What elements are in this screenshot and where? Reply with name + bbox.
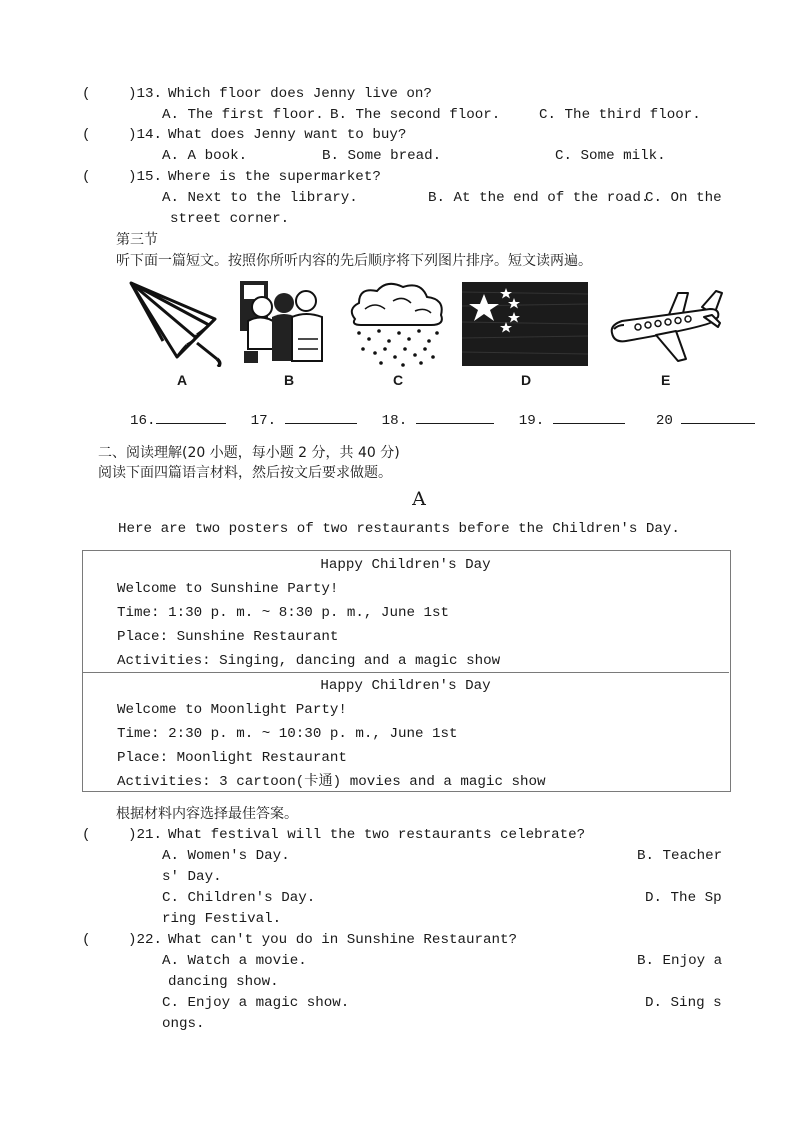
section-title: 第三节 xyxy=(116,232,158,248)
question-number: )13. xyxy=(128,86,163,102)
airplane-icon xyxy=(606,287,724,363)
blank-label-18: 18. xyxy=(381,413,408,429)
option-a[interactable]: A. Watch a movie. xyxy=(162,953,307,969)
picture-label-a: A xyxy=(177,372,188,388)
picture-row xyxy=(0,279,794,379)
rain-cloud-icon xyxy=(345,279,449,367)
answer-paren: ( xyxy=(82,827,91,843)
poster-line: Welcome to Moonlight Party! xyxy=(117,702,347,718)
answer-paren: ( xyxy=(82,86,91,102)
question-text: What festival will the two restaurants celebrate? xyxy=(168,827,586,843)
picture-label-d: D xyxy=(521,372,532,388)
blank-18[interactable] xyxy=(416,409,494,424)
option-c[interactable]: C. On the xyxy=(645,190,722,206)
poster-heading: Happy Children's Day xyxy=(320,678,491,694)
part-instruction: 阅读下面四篇语言材料，然后按文后要求做题。 xyxy=(98,465,392,481)
option-d[interactable]: D. The Sp xyxy=(645,890,722,906)
blank-19[interactable] xyxy=(553,409,625,424)
option-b[interactable]: B. Enjoy a xyxy=(637,953,723,969)
section-instruction: 听下面一篇短文。按照你所听内容的先后顺序将下列图片排序。短文读两遍。 xyxy=(116,253,592,269)
poster-line: Activities: 3 cartoon(卡通) movies and a magic show xyxy=(117,774,546,790)
question-text: What does Jenny want to buy? xyxy=(168,127,407,143)
option-c[interactable]: C. The third floor. xyxy=(539,107,701,123)
poster-line: Time: 2:30 p. m. ~ 10:30 p. m., June 1st xyxy=(117,726,458,742)
blank-16[interactable] xyxy=(156,409,226,424)
passage-intro: Here are two posters of two restaurants before the Children's Day. xyxy=(118,521,680,537)
poster-heading: Happy Children's Day xyxy=(320,557,491,573)
answer-blanks xyxy=(130,409,755,431)
poster-divider xyxy=(82,672,729,673)
part-title: 二、阅读理解(20 小题，每小题 2 分，共 40 分) xyxy=(98,445,400,461)
option-a[interactable]: A. A book. xyxy=(162,148,248,164)
umbrella-icon xyxy=(125,279,225,367)
option-b[interactable]: B. At the end of the road. xyxy=(428,190,650,206)
picture-label-c: C xyxy=(393,372,404,388)
option-b[interactable]: B. The second floor. xyxy=(330,107,501,123)
option-d-wrap: ring Festival. xyxy=(162,911,282,927)
question-number: )21. xyxy=(128,827,163,843)
option-d-wrap: ongs. xyxy=(162,1016,205,1032)
option-c[interactable]: C. Enjoy a magic show. xyxy=(162,995,350,1011)
answer-paren: ( xyxy=(82,932,91,948)
option-d[interactable]: D. Sing s xyxy=(645,995,722,1011)
question-number: )14. xyxy=(128,127,163,143)
option-c[interactable]: C. Some milk. xyxy=(555,148,666,164)
question-text: Which floor does Jenny live on? xyxy=(168,86,432,102)
question-number: )15. xyxy=(128,169,163,185)
picture-label-e: E xyxy=(661,372,671,388)
option-a[interactable]: A. Women's Day. xyxy=(162,848,290,864)
question-text: What can't you do in Sunshine Restaurant? xyxy=(168,932,518,948)
option-b-wrap: s' Day. xyxy=(162,869,222,885)
question-text: Where is the supermarket? xyxy=(168,169,381,185)
option-b[interactable]: B. Teacher xyxy=(637,848,723,864)
poster-line: Activities: Singing, dancing and a magic show xyxy=(117,653,501,669)
option-c-wrap: street corner. xyxy=(170,211,290,227)
choose-instruction: 根据材料内容选择最佳答案。 xyxy=(116,806,298,822)
option-a[interactable]: A. The first floor. xyxy=(162,107,324,123)
blank-label-17: 17. xyxy=(250,413,277,429)
poster-line: Place: Moonlight Restaurant xyxy=(117,750,347,766)
question-number: )22. xyxy=(128,932,163,948)
poster-line: Place: Sunshine Restaurant xyxy=(117,629,339,645)
answer-paren: ( xyxy=(82,169,91,185)
blank-label-20: 20 xyxy=(655,413,673,429)
blank-label-16: 16. xyxy=(130,413,156,429)
option-a[interactable]: A. Next to the library. xyxy=(162,190,358,206)
passage-letter: A xyxy=(412,488,426,510)
poster-line: Welcome to Sunshine Party! xyxy=(117,581,339,597)
picture-label-b: B xyxy=(284,372,295,388)
poster-line: Time: 1:30 p. m. ~ 8:30 p. m., June 1st xyxy=(117,605,450,621)
blank-20[interactable] xyxy=(681,409,755,424)
option-b-wrap: dancing show. xyxy=(168,974,279,990)
option-c[interactable]: C. Children's Day. xyxy=(162,890,316,906)
option-b[interactable]: B. Some bread. xyxy=(322,148,442,164)
answer-paren: ( xyxy=(82,127,91,143)
blank-17[interactable] xyxy=(285,409,357,424)
flag-icon xyxy=(462,282,588,366)
family-icon xyxy=(238,279,330,365)
blank-label-19: 19. xyxy=(518,413,545,429)
